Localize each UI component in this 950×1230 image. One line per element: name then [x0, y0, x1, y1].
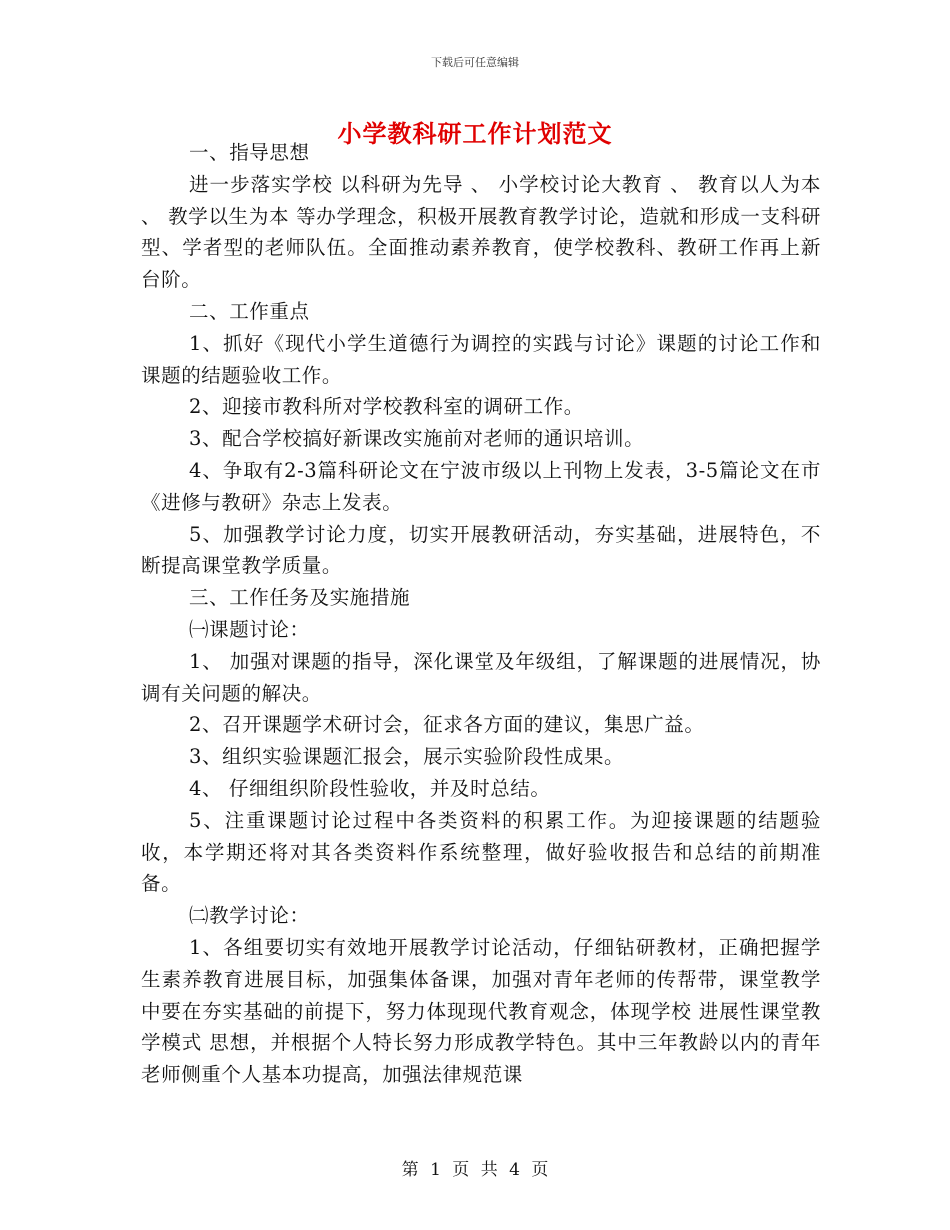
section-heading-tasks: 三、工作任务及实施措施: [189, 586, 411, 610]
focus-item-2: 2、迎接市教科所对学校教科室的调研工作。: [189, 395, 584, 419]
research-item-2: 2、召开课题学术研讨会，征求各方面的建议，集思广益。: [189, 713, 705, 737]
research-item-5: 5、注重课题讨论过程中各类资料的积累工作。为迎接课题的结题验收，本学期还将对其各类资料作系统整理，做好验收报告和总结的前期准备。: [141, 808, 821, 896]
subsection-heading-research: ㈠课题讨论：: [189, 617, 310, 641]
focus-item-5: 5、加强教学讨论力度，切实开展教研活动，夯实基础，进展特色，不断提高课堂教学质量。: [141, 522, 821, 578]
section-heading-guiding-thought: 一、指导思想: [189, 141, 310, 164]
header-note: 下载后可任意编辑: [431, 56, 519, 69]
research-item-1: 1、 加强对课题的指导，深化课堂及年级组，了解课题的进展情况，协调有关问题的解决。: [141, 649, 821, 705]
research-item-3: 3、组织实验课题汇报会，展示实验阶段性成果。: [189, 745, 625, 769]
teaching-item-1: 1、各组要切实有效地开展教学讨论活动，仔细钻研教材，正确把握学生素养教育进展目标，加强集体备课，加强对青年老师的传帮带，课堂教学中要在夯实基础的前提下，努力体现现代教育观念，体现学校 进展性课堂教学模式 思想，并根据个人特长努力形成教学特色。其中三年教龄以内的青年老师侧重个人基本功提高，加强法律规范课: [141, 935, 821, 1087]
focus-item-4: 4、争取有2-3篇科研论文在宁波市级以上刊物上发表，3-5篇论文在市《进修与教研》杂志上发表。: [141, 458, 821, 514]
paragraph-guiding-thought: 进一步落实学校 以科研为先导 、 小学校讨论大教育 、 教育以人为本 、 教学以生为本 等办学理念，积极开展教育教学讨论，造就和形成一支科研型、学者型的老师队伍。全面推动素养教育，使学校教科、教研工作再上新台阶。: [141, 172, 821, 292]
page-footer: 第 1 页 共 4 页: [401, 1160, 549, 1180]
document-body: [141, 137, 821, 1091]
focus-item-3: 3、配合学校搞好新课改实施前对老师的通识培训。: [189, 427, 645, 451]
research-item-4: 4、 仔细组织阶段性验收，并及时总结。: [189, 776, 551, 800]
focus-item-1: 1、抓好《现代小学生道德行为调控的实践与讨论》课题的讨论工作和课题的结题验收工作。: [141, 331, 821, 387]
document-title: 小学教科研工作计划范文: [337, 120, 613, 148]
section-heading-work-focus: 二、工作重点: [189, 299, 310, 323]
subsection-heading-teaching: ㈡教学讨论：: [189, 904, 310, 928]
